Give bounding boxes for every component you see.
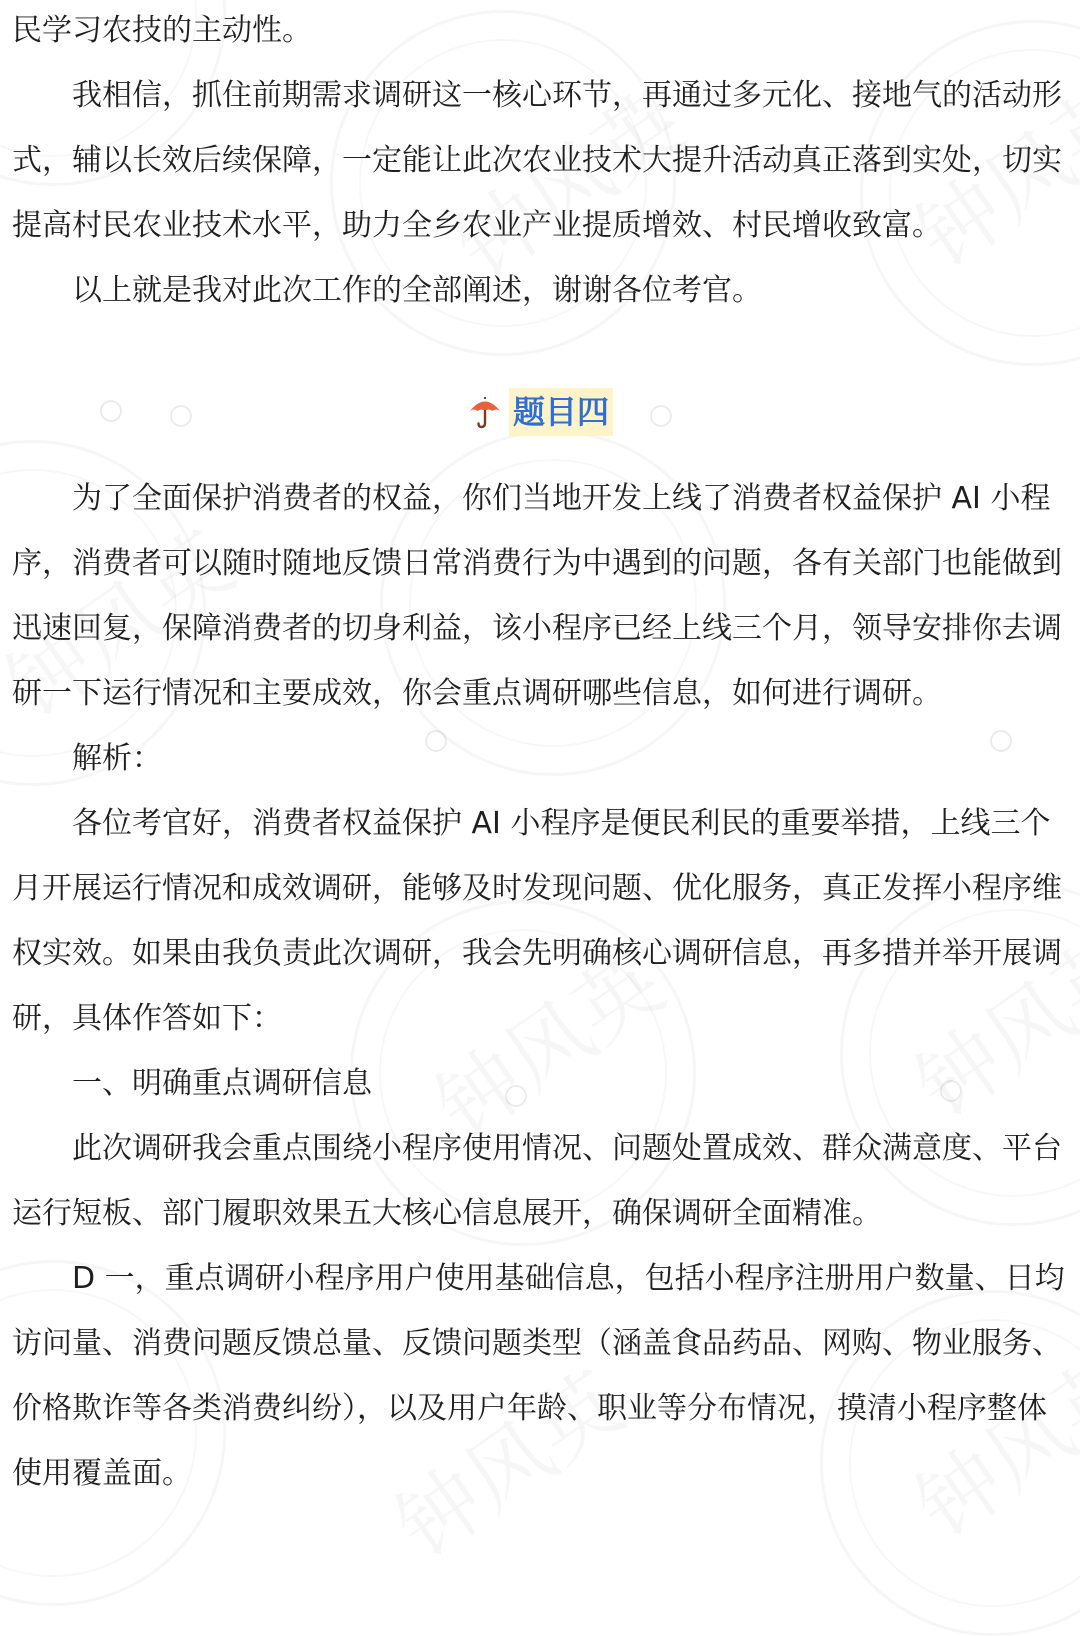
section-title: 题目四 xyxy=(509,388,613,436)
paragraph: D 一，重点调研小程序用户使用基础信息，包括小程序注册用户数量、日均访问量、消费问题反馈总量、反馈问题类型（涵盖食品药品、网购、物业服务、价格欺诈等各类消费纠纷），以及用户年龄、职业等分布情况，摸清小程序整体使用覆盖面。 xyxy=(12,1261,1065,1491)
paragraph: 为了全面保护消费者的权益，你们当地开发上线了消费者权益保护 AI 小程序，消费者可以随时随地反馈日常消费行为中遇到的问题，各有关部门也能做到迅速回复，保障消费者的切身利益，该小程序已经上线三个月，领导安排你去调研一下运行情况和主要成效，你会重点调研哪些信息，如何进行调研。 xyxy=(12,481,1062,711)
paragraph: 一、明确重点调研信息 xyxy=(72,1066,372,1101)
umbrella-icon xyxy=(467,394,503,430)
paragraph: 解析： xyxy=(72,741,162,776)
paragraph: 民学习农技的主动性。 xyxy=(12,13,312,48)
paragraph: 各位考官好，消费者权益保护 AI 小程序是便民利民的重要举措，上线三个月开展运行情况和成效调研，能够及时发现问题、优化服务，真正发挥小程序维权实效。如果由我负责此次调研，我会先明确核心调研信息，再多措并举开展调研，具体作答如下： xyxy=(12,806,1062,1036)
paragraph: 我相信，抓住前期需求调研这一核心环节，再通过多元化、接地气的活动形式，辅以长效后续保障，一定能让此次农业技术大提升活动真正落到实处，切实提高村民农业技术水平，助力全乡农业产业提质增效、村民增收致富。 xyxy=(12,78,1062,243)
section-heading xyxy=(0,382,1080,442)
paragraph: 此次调研我会重点围绕小程序使用情况、问题处置成效、群众满意度、平台运行短板、部门履职效果五大核心信息展开，确保调研全面精准。 xyxy=(12,1131,1062,1231)
paragraph: 以上就是我对此次工作的全部阐述，谢谢各位考官。 xyxy=(72,273,762,308)
